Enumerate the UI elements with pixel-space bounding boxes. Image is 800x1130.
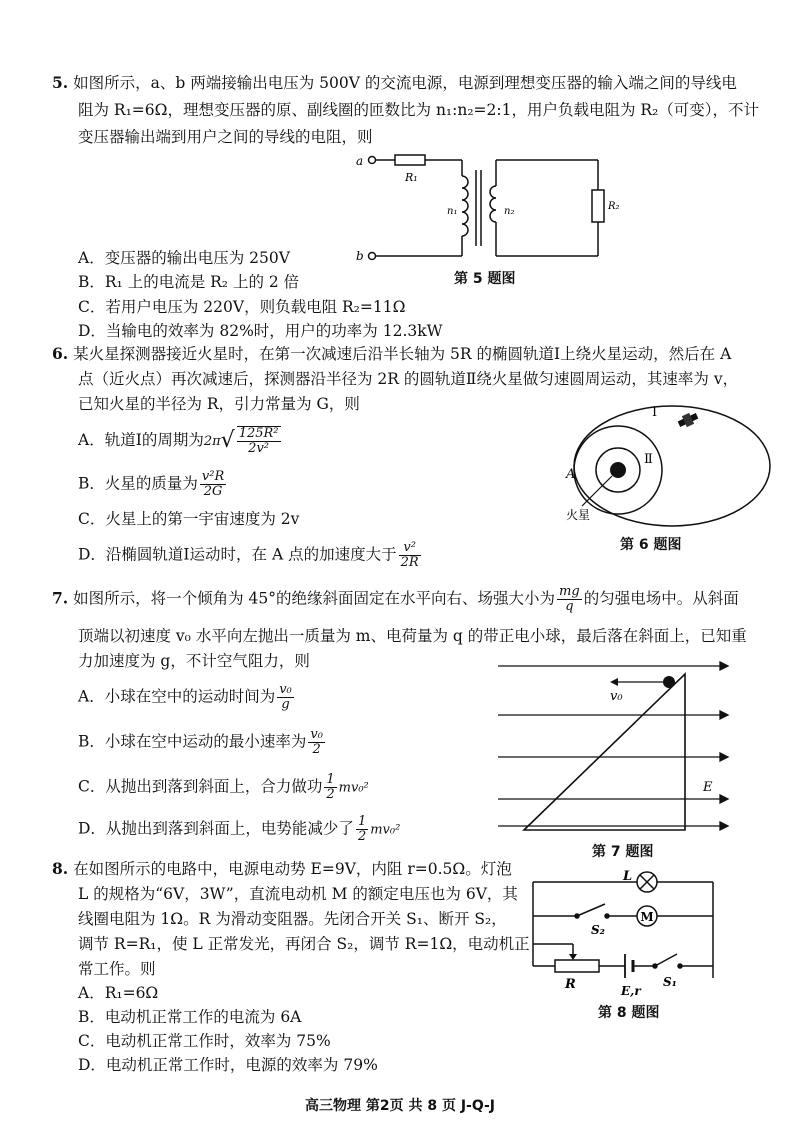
q8-circuit-figure [525,866,725,1001]
q8-line5: 常工作。则 [78,960,156,978]
q8-label-m: M [640,910,654,924]
q5-caption: 第 5 题图 [454,271,516,287]
q5-terminal-a [369,157,376,164]
q5-option-b: B．R₁ 上的电流是 R₂ 上的 2 倍 [78,273,300,291]
q8-option-b: B．电动机正常工作的电流为 6A [78,1008,302,1026]
q7-incline-figure [488,660,738,835]
q6-line1: 6. 某火星探测器接近火星时，在第一次减速后沿半长轴为 5R 的椭圆轨道Ⅰ上绕火星运动，然后在 A [52,344,732,363]
q6-label-mars: 火星 [566,508,591,522]
q5-transformer-figure [350,148,630,268]
q6-option-b: B．火星的质量为 $\frac{\text{v²R}}{2G}$ [78,469,225,499]
q8-line1: 8. 在如图所示的电路中，电源电动势 E=9V，内阻 r=0.5Ω。灯泡 [52,859,512,878]
q5-line3: 变压器输出端到用户之间的导线的电阻，则 [78,128,373,146]
q7-number: 7. [52,588,69,608]
q8-rheostat-r [555,960,599,972]
q8-number: 8. [52,859,69,878]
q6-line3: 已知火星的半径为 R，引力常量为 G，则 [78,395,360,413]
q5-line1: 5. 如图所示，a、b 两端接输出电压为 500V 的交流电源，电源到理想变压器的输入端之间的导线电 [52,73,737,92]
q8-label-s1: S₁ [663,975,677,989]
q7-ball [663,676,675,688]
q8-label-er: E,r [621,984,641,998]
q6-probe-icon [676,410,699,429]
q6-option-d: D．沿椭圆轨道Ⅰ运动时，在 A 点的加速度大于 $\frac{\text{v²}}{2R}$ [78,540,419,570]
q8-option-c: C．电动机正常工作时，效率为 75% [78,1032,331,1050]
q5-label-n2: n₂ [504,206,515,217]
q8-label-l: L [623,869,633,884]
q5-option-d: D．当输电的效率为 82%时，用户的功率为 12.3kW [78,322,443,340]
q7-incline [524,674,685,830]
q7-option-c: C．从抛出到落到斜面上，合力做功 $\frac{1}{2}$ mv₀² [78,772,369,802]
q5-label-r1: R₁ [405,171,418,184]
q8-option-a: A．R₁=6Ω [78,984,159,1002]
q7-line2: 顶端以初速度 v₀ 水平向左抛出一质量为 m、电荷量为 q 的带正电小球，最后落在斜面上，已知重 [78,627,747,645]
q5-number: 5. [52,73,69,92]
q5-primary-coil [462,176,468,236]
q5-option-a: A．变压器的输出电压为 250V [78,249,290,267]
q8-label-s2: S₂ [591,923,605,937]
q5-label-b: b [356,249,364,263]
q6-orbit-i-ellipse [574,406,770,526]
q6-mars-core [610,462,626,478]
q7-caption: 第 7 题图 [592,844,654,860]
q7-option-a: A．小球在空中的运动时间为 $\frac{\text{v₀}}{g}$ [78,682,292,712]
q6-number: 6. [52,344,69,363]
q6-line2: 点（近火点）再次减速后，探测器沿半径为 2R 的圆轨道Ⅱ绕火星做匀速圆周运动，其速率为 v， [78,370,739,388]
q7-line3: 力加速度为 g，不计空气阻力，则 [78,652,310,670]
q8-line4: 调节 R=R₁，使 L 正常发光，再闭合 S₂，调节 R=1Ω，电动机正 [78,935,530,953]
q6-mars-pointer [582,476,612,506]
q6-caption: 第 6 题图 [620,537,682,553]
q6-option-a: A．轨道Ⅰ的周期为2π√ $\frac{\text{125R²}}{\text{2v²}}$ [78,426,279,456]
q8-line2: L 的规格为“6V，3W”，直流电动机 M 的额定电压也为 6V，其 [78,885,518,903]
q7-option-b: B．小球在空中运动的最小速率为 $\frac{\text{v₀}}{2}$ [78,727,323,757]
q7-label-v0: v₀ [610,689,623,704]
q8-option-d: D．电动机正常工作时，电源的效率为 79% [78,1056,378,1074]
q5-label-r2: R₂ [608,201,620,212]
q6-label-point-a: A [566,467,576,482]
q6-option-c: C．火星上的第一宇宙速度为 2v [78,510,300,528]
q6-orbit-figure [560,400,760,530]
q8-label-r: R [565,977,576,992]
page-footer: 高三物理 第2页 共 8 页 J-Q-J [304,1098,496,1114]
q7-option-d: D．从抛出到落到斜面上，电势能减少了 $\frac{1}{2}$ mv₀² [78,814,401,844]
q6-label-orbit-i: Ⅰ [652,405,658,420]
q5-label-a: a [356,154,364,168]
q5-terminal-b [369,253,376,260]
q5-option-c: C．若用户电压为 220V，则负载电阻 R₂=11Ω [78,298,406,316]
q5-label-n1: n₁ [447,206,458,217]
q5-resistor-r2 [592,190,604,222]
q5-line2: 阻为 R₁=6Ω，理想变压器的原、副线圈的匝数比为 n₁:n₂=2:1，用户负载电阻为 R₂（可变），不计 [78,101,760,119]
q6-label-orbit-ii: Ⅱ [644,452,653,467]
q7-line1: 7. 如图所示，将一个倾角为 45°的绝缘斜面固定在水平向右、场强大小为 $\frac{mg}{q}$ 的匀强电场中。从斜面 [52,584,739,614]
q8-line3: 线圈电阻为 1Ω。R 为滑动变阻器。先闭合开关 S₁、断开 S₂， [78,910,507,928]
q8-switch-s1 [655,954,677,966]
q7-label-e: E [703,780,713,795]
q5-resistor-r1 [395,155,425,165]
q5-secondary-coil [490,186,496,222]
q8-switch-s2 [577,904,605,916]
q8-caption: 第 8 题图 [598,1005,660,1021]
